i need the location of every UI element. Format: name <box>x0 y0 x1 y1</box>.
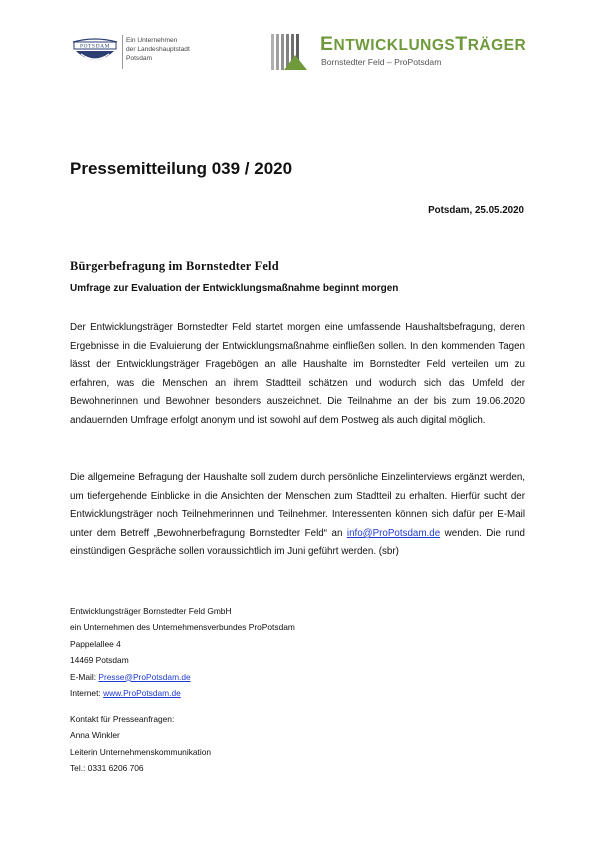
internet-line <box>70 685 295 701</box>
subheadline: Umfrage zur Evaluation der Entwicklungsmaßnahme beginnt morgen <box>70 283 399 294</box>
info-email-link[interactable]: info@ProPotsdam.de <box>346 527 441 539</box>
brand-letter-e: E <box>320 33 334 55</box>
contact-heading: Kontakt für Presseanfragen: <box>70 714 175 724</box>
parent-line-2: der Landeshauptstadt <box>126 46 190 54</box>
email-label: E-Mail: <box>70 671 99 682</box>
potsdam-seal-icon <box>70 33 120 73</box>
brand-name <box>320 33 526 56</box>
press-email-link[interactable]: Presse@ProPotsdam.de <box>98 671 191 682</box>
brand-letter-t: T <box>455 33 468 55</box>
paragraph-2-text-end: wenden. Die rund einstündigen Gespräche sollen voraussichtlich im Juni geführt werden. (sbr) <box>70 527 525 558</box>
company-affiliation: ein Unternehmen des Unternehmensverbundes ProPotsdam <box>70 622 295 633</box>
brand-part-2: RÄGER <box>467 37 527 54</box>
headline: Bürgerbefragung im Bornstedter Feld <box>70 259 279 273</box>
contact-name: Anna Winkler <box>70 730 120 741</box>
seal-text: POTSDAM <box>80 43 110 50</box>
press-contact-block <box>70 711 211 777</box>
body-paragraph-1: Der Entwicklungsträger Bornstedter Feld startet morgen eine umfassende Haushaltsbefragung, deren Ergebnisse in die Evaluierung der Entwicklungsmaßnahme einfließen sollen. In den kommenden Tagen lässt der Entwicklungsträger Fragebögen an alle Haushalte im Bornstedter Feld verteilen um zu erfahren, was die Menschen an ihrem Stadtteil schätzen und wodurch sich das Umfeld der Bewohnerinnen und Bewohner besonders auszeichnet. Die Teilnahme an der bis zum 19.06.2020 andauernden Umfrage erfolgt anonym und ist sowohl auf dem Postweg als auch digital möglich. <box>70 322 525 426</box>
logo-divider <box>122 35 123 69</box>
entwicklungstraeger-logo-icon <box>271 33 311 70</box>
contact-role: Leiterin Unternehmenskommunikation <box>70 746 212 757</box>
paragraph-2-text-start: Die allgemeine Befragung der Haushalte soll zudem durch persönliche Einzelinterviews ergänzt werden, um tiefergehende Einblicke in die Ansichten der Menschen zum Stadtteil zu erhalten. Hierfür sucht der Entwicklungsträger noch Teilnehmerinnen und Teilnehmer. Interessenten können sich dafür per E-Mail unter dem Betreff „Bewohnerbefragung Bornstedter Feld“ an <box>70 472 525 539</box>
address-block <box>70 603 295 701</box>
parent-line-3: Potsdam <box>126 55 153 63</box>
email-line <box>70 669 295 685</box>
brand-part-1: NTWICKLUNGS <box>333 37 456 54</box>
internet-label: Internet: <box>70 687 104 698</box>
contact-phone: Tel.: 0331 6206 706 <box>70 763 144 774</box>
page-title: Pressemitteilung 039 / 2020 <box>70 159 293 178</box>
company-name: Entwicklungsträger Bornstedter Feld GmbH <box>70 606 232 616</box>
date-line: Potsdam, 25.05.2020 <box>428 205 524 216</box>
website-link[interactable]: www.ProPotsdam.de <box>103 687 181 698</box>
parent-line-1: Ein Unternehmen <box>126 37 178 44</box>
body-paragraph-2 <box>70 469 525 562</box>
city: 14469 Potsdam <box>70 655 129 666</box>
street: Pappelallee 4 <box>70 638 121 649</box>
parent-company-note <box>126 36 190 64</box>
brand-subtitle: Bornstedter Feld – ProPotsdam <box>321 57 442 67</box>
